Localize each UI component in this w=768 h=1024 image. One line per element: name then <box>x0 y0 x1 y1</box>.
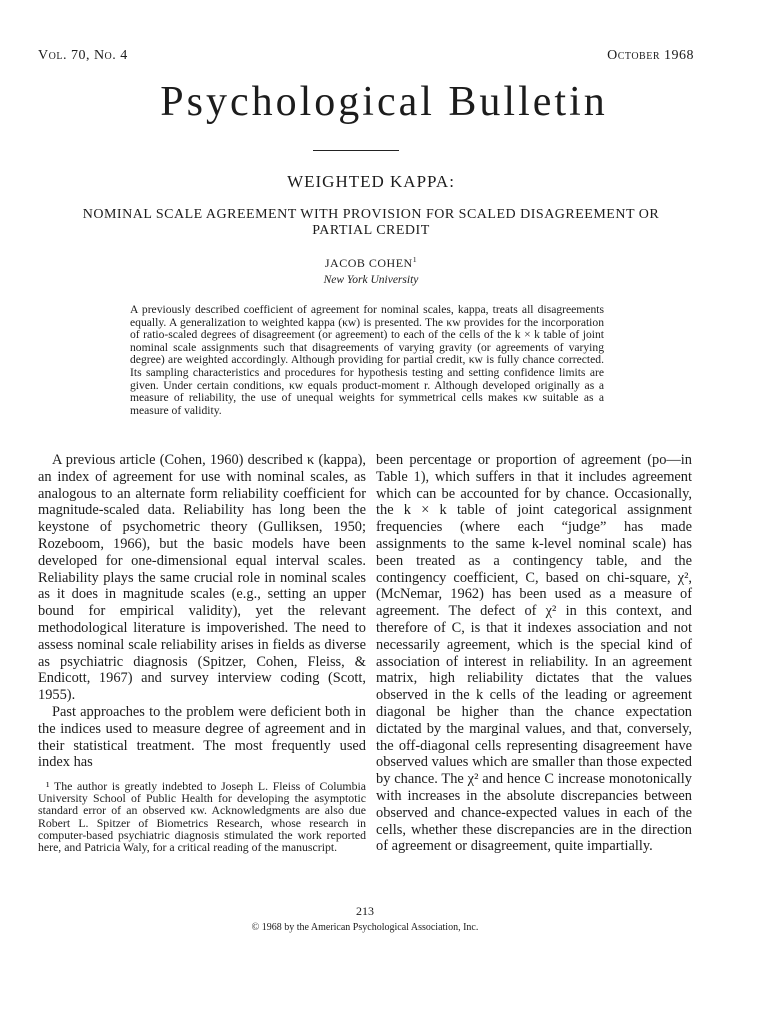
journal-title: Psychological Bulletin <box>160 79 608 125</box>
body-paragraph-3: been percentage or proportion of agreement (po—in Table 1), which suffers in that it includes agreement which can be accounted for by chance. Occasionally, the k × k table of joint categorical assignment frequencies (where each “judge” has made assignments to the same k-level nominal scale) has been treated as a contingency table, and the contingency coefficient, C, based on chi-square, χ², (McNemar, 1962) has been used as a measure of agreement. The defect of χ² in this context, and therefore of C, is that it indexes association and not necessarily agreement, which is the special kind of association of interest in reliability. In an agreement matrix, high reliability dictates that the values observed in the k cells of the leading or agreement diagonal be higher than the chance expectation dictated by the marginal values, and that, conversely, the off-diagonal cells representing disagreement have observed values which are smaller than those expected by chance. The χ² and hence C increase monotonically with increases in the absolute discrepancies between observed and chance-expected values in each of the cells, whether these discrepancies are in the direction of agreement or disagreement, quite impartially. <box>376 452 692 855</box>
volume-number: Vol. 70, No. 4 <box>38 48 128 63</box>
title-rule <box>313 150 399 151</box>
footnote-text: ¹ The author is greatly indebted to Joseph L. Fleiss of Columbia University School of Public Health for developing the asymptotic standard error of an observed κw. Acknowledgments are also due Robert L. Spitzer of Biometrics Research, whose research in computer-based psychiatric diagnosis stimulated the work reported here, and Patricia Waly, for a critical reading of the manuscript. <box>38 779 366 855</box>
left-column <box>38 452 366 771</box>
author-affiliation: New York University <box>323 274 419 286</box>
abstract-text: A previously described coefficient of agreement for nominal scales, kappa, treats all disagreements equally. A generalization to weighted kappa (κw) is presented. The κw provides for the incorporation of ratio-scaled degrees of disagreement (or agreement) to each of the cells of the k × k table of joint nominal scale assignments such that disagreements of varying gravity (or agreements of varying degree) are weighted accordingly. Although providing for partial credit, κw is fully chance corrected. Its sampling characteristics and procedures for hypothesis testing and setting confidence limits are given. Under certain conditions, κw equals product-moment r. Although developed originally as a measure of reliability, the use of unequal weights for symmetrical cells makes κw suitable as a measure of validity. <box>130 303 604 417</box>
body-paragraph-1: A previous article (Cohen, 1960) described κ (kappa), an index of agreement for use with nominal scales, as analogous to an alternate form reliability coefficient for magnitude-scaled data. Reliability has long been the keystone of psychometric theory (Gulliksen, 1950; Rozeboom, 1966), but the basic models have been developed for one-dimensional equal interval scales. Reliability plays the same crucial role in nominal scales as it does in magnitude scales (e.g., setting an upper bound for empirical validity), yet the relevant methodological literature is impoverished. The need to assess nominal scale reliability arises in fields as diverse as psychiatric diagnosis (Spitzer, Cohen, Fleiss, & Endicott, 1967) and survey interview coding (Scott, 1955). <box>38 452 366 704</box>
author-line <box>0 256 742 271</box>
issue-date: October 1968 <box>607 48 694 63</box>
abstract <box>130 304 604 417</box>
page-number: 213 <box>356 904 374 918</box>
article-title: WEIGHTED KAPPA: <box>287 172 455 191</box>
body-paragraph-2: Past approaches to the problem were deficient both in the indices used to measure degree of agreement and in their statistical treatment. The most frequently used index has <box>38 703 366 771</box>
article-subtitle: NOMINAL SCALE AGREEMENT WITH PROVISION FOR SCALED DISAGREEMENT OR PARTIAL CREDIT <box>82 207 660 238</box>
footnote <box>38 780 366 853</box>
right-column <box>376 452 692 855</box>
author-footnote-mark: 1 <box>412 255 418 264</box>
author-name: JACOB COHEN <box>324 256 413 270</box>
copyright-line: © 1968 by the American Psychological Association, Inc. <box>251 922 479 933</box>
